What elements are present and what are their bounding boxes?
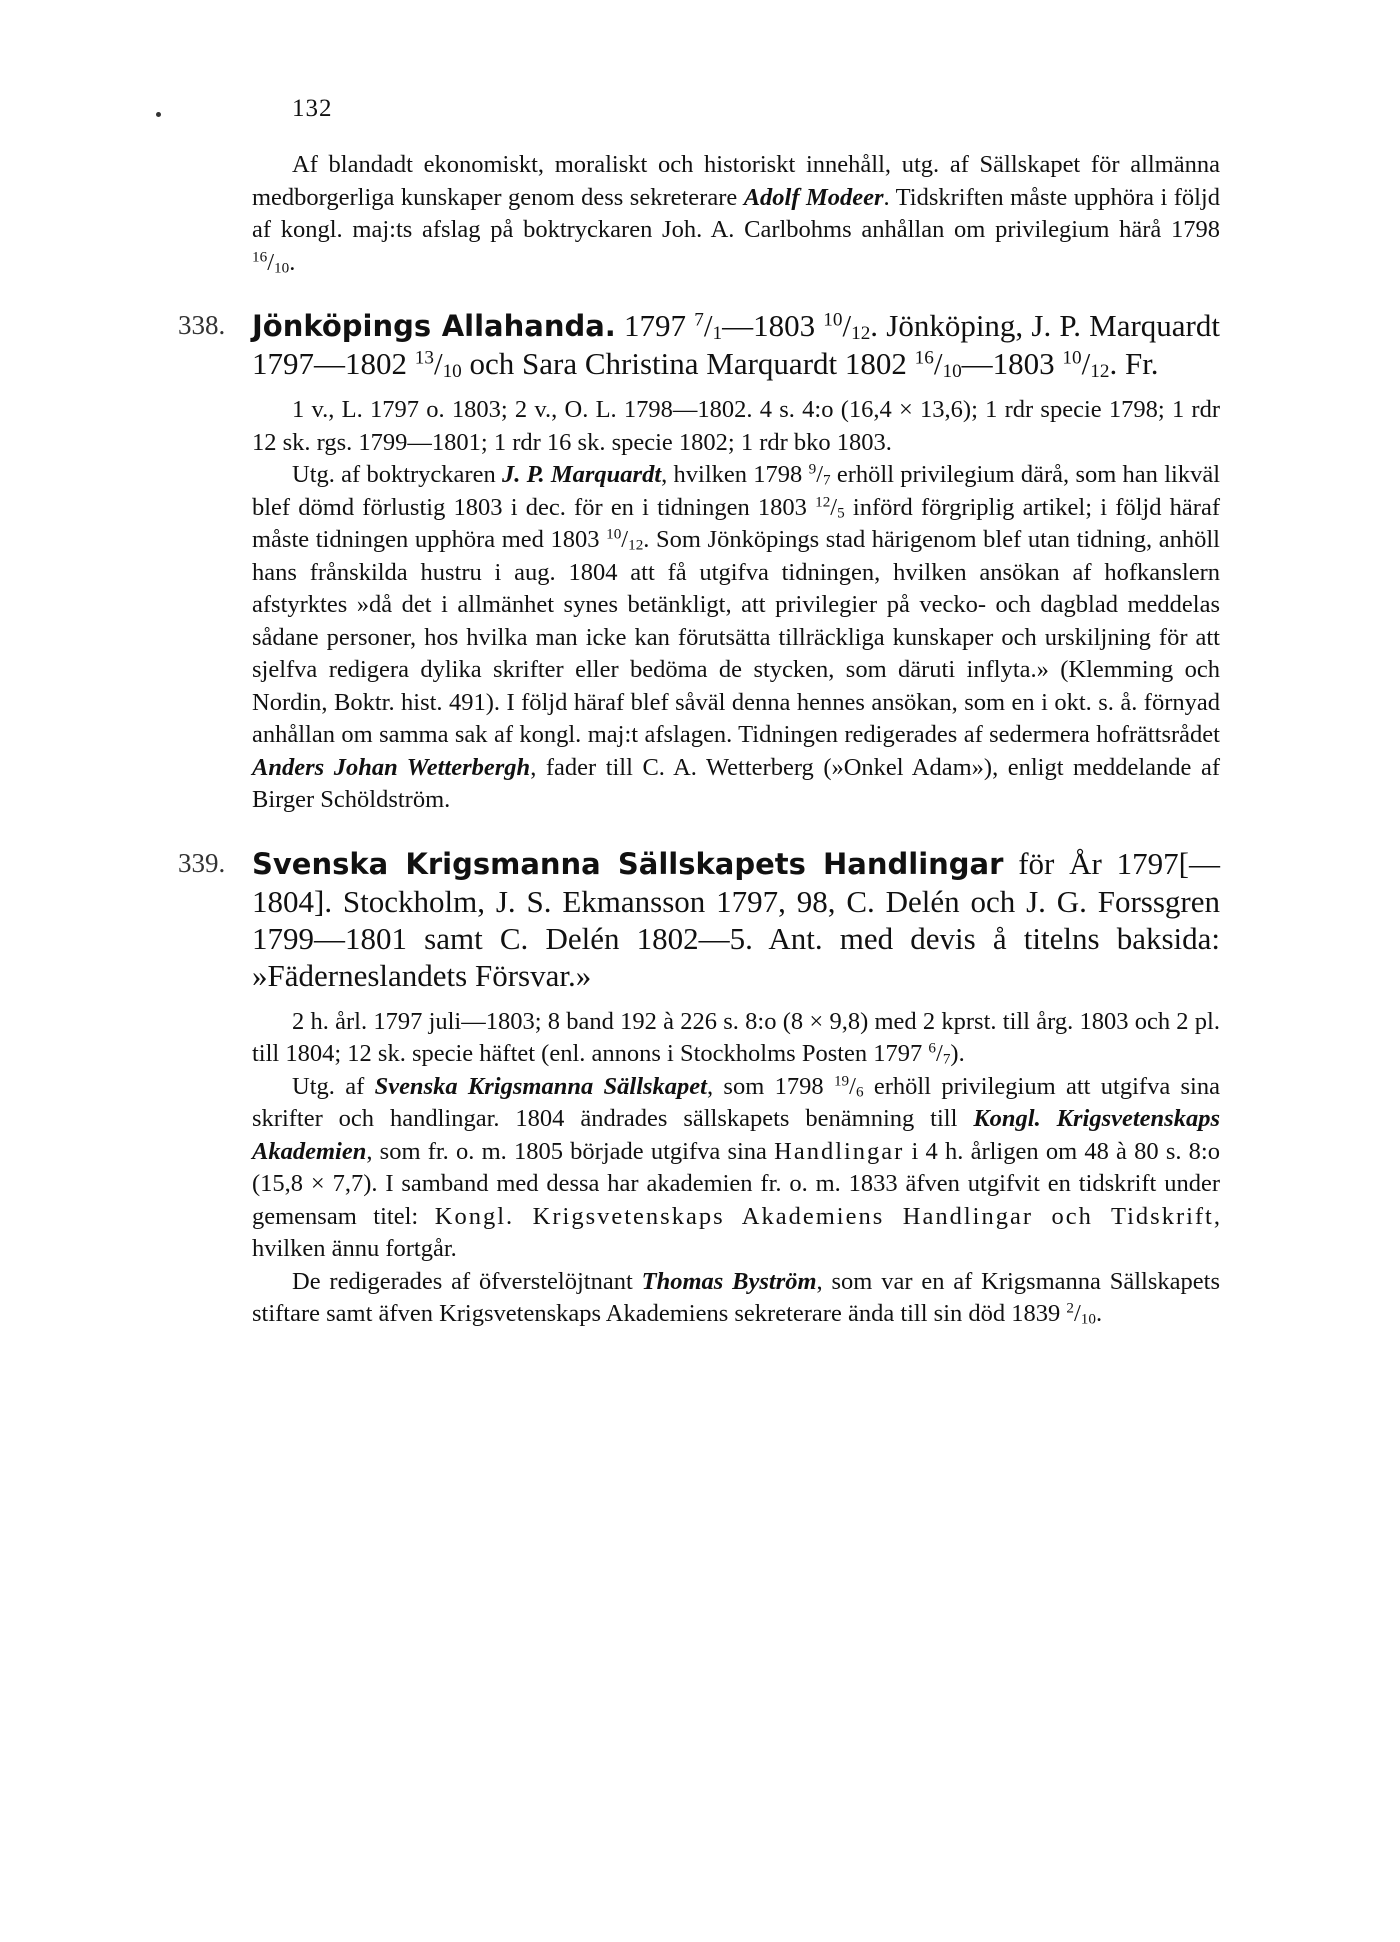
society-name: Svenska Krigsmanna Sällskapet [374, 1072, 707, 1100]
body-text: , som 1798 [706, 1072, 834, 1100]
date-numerator: 16 [914, 347, 934, 369]
entry-title: Svenska Krigsmanna Sällskapets Handlingar [252, 846, 1004, 881]
date-numerator: 19 [833, 1072, 850, 1090]
date-denominator: 10 [1080, 1310, 1096, 1328]
heading-text: . Jönköping, J. P. Marquardt 1797—1802 [252, 308, 1220, 381]
date-numerator: 10 [1062, 347, 1082, 369]
spaced-title: Handlingar [774, 1137, 905, 1165]
heading-text: 1797 [615, 308, 695, 343]
date-denominator: 12 [851, 322, 871, 344]
entry-details: 1 v., L. 1797 o. 1803; 2 v., O. L. 1798—1802. 4 s. 4:o (16,4 × 13,6); 1 rdr specie 1798; 1 rdr 12 sk. rgs. 1799—1801; 1 rdr 16 sk. specie 1802; 1 rdr bko 1803. [252, 396, 1220, 456]
body-text: , hvilken ännu fortgår. [252, 1202, 1220, 1262]
date-numerator: 12 [815, 493, 831, 511]
entry-number: 338. [178, 310, 226, 340]
body-text: , fader till C. A. Wetterberg (»Onkel Adam»), enligt meddelande af Birger Schöldström. [252, 753, 1220, 813]
entry-details: 2 h. årl. 1797 juli—1803; 8 band 192 à 226 s. 8:o (8 × 9,8) med 2 kprst. till årg. 1803 och 2 pl. till 1804; 12 sk. specie häftet (enl. annons i Stockholms Posten 1797 $^6/_7$). [252, 1007, 1220, 1068]
date-numerator: 16 [252, 248, 268, 266]
details-text: ). [950, 1040, 965, 1067]
date-numerator: 13 [414, 347, 434, 369]
date-denominator: 10 [942, 360, 962, 382]
date-numerator: 7 [694, 309, 704, 331]
page [178, 95, 1221, 1331]
date-denominator: 1 [712, 322, 723, 344]
date-numerator: 10 [823, 309, 843, 331]
punctuation: . [289, 248, 296, 276]
date-denominator: 7 [823, 471, 831, 489]
heading-text: och Sara Christina Marquardt 1802 [461, 346, 915, 381]
date-denominator: 10 [274, 258, 290, 276]
entry-body: Utg. af Svenska Krigsmanna Sällskapet, som 1798 $^{19}/_6$ erhöll privilegium att utgifva sina skrifter och handlingar. 1804 ändrades sällskapets benämning till Kongl. Krigsvetenskaps Akademien, som fr. o. m. 1805 började utgifva sina Handlingar i 4 h. årligen om 48 à 80 s. 8:o (15,8 × 7,7). I samband med dessa har akademien fr. o. m. 1833 äfven utgifvit en tidskrift under gemensam titel: Kongl. Krigsvetenskaps Akademiens Handlingar och Tidskrift, hvilken ännu fortgår. [252, 1072, 1220, 1262]
date-denominator: 6 [855, 1082, 864, 1100]
academy-name: Kongl. Krigsvetenskaps Akademien [252, 1105, 1220, 1165]
body-text: erhöll privilegium därå, som han likväl blef dömd förlustig 1803 i dec. för en i tidningen 1803 [252, 461, 1221, 521]
date-denominator: 7 [942, 1050, 951, 1068]
entry-title: Jönköpings Allahanda. [252, 309, 616, 343]
body-text: . Som Jönköpings stad härigenom blef utan tidning, anhöll hans frånskilda hustru i aug. 1804 att få utgifva tidningen, hvilken ansökan af hofkanslern afstyrktes »då det i allmänhet synes betänkligt, att privilegier på vecko- och dagblad meddelas sådane personer, hos hvilka man icke kan förutsätta tillräckliga kunskaper och urskiljning för att sjelfva redigera dylika skrifter eller bedöma de stycken, som däruti inflyta.» (Klemming och Nordin, Boktr. hist. 491). I följd häraf blef såväl denna hennes ansökan, som en i okt. s. å. förnyad anhållan om samma sak af kongl. maj:t afslagen. Tidningen redigerades af sedermera hofrättsrådet [252, 526, 1220, 748]
body-text: erhöll privilegium att utgifva sina skrifter och handlingar. 1804 ändrades sällskapets benämning till [252, 1072, 1220, 1132]
entry-heading: 338. Jönköpings Allahanda. 1797 $^7/_1—1803$ $^{10}/_{12}$. Jönköping, J. P. Marquardt 1797—1802 $^{13}/_{10}$ och Sara Christina Marquardt 1802 $^{16}/_{10}—1803$ $^{10}/_{12}$. Fr. [178, 308, 1220, 382]
heading-text: . Fr. [1109, 346, 1159, 381]
intro-paragraph: Af blandadt ekonomiskt, moraliskt och historiskt innehåll, utg. af Sällskapet för allmänna medborgerliga kunskaper genom dess sekreterare Adolf Modeer. Tidskriften måste upphöra i följd af kongl. maj:ts afslag på boktryckaren Joh. A. Carlbohms anhållan om privilegium härå 1798 $^{16}/_{10}$. [252, 151, 1220, 276]
stray-dot [156, 112, 161, 117]
entry-body: Utg. af boktryckaren J. P. Marquardt, hvilken 1798 $^9/_7$ erhöll privilegium därå, som han likväl blef dömd förlustig 1803 i dec. för en i tidningen 1803 $^{12}/_5$ införd förgriplig artikel; i följd häraf måste tidningen upphöra med 1803 $^{10}/_{12}$. Som Jönköpings stad härigenom blef utan tidning, anhöll hans frånskilda hustru i aug. 1804 att få utgifva tidningen, hvilken ansökan af hofkanslern afstyrktes »då det i allmänhet synes betänkligt, att privilegier på vecko- och dagblad meddelas sådane personer, hos hvilka man icke kan förutsätta tillräckliga kunskaper och urskiljning för att sjelfva redigera dylika skrifter eller bedöma de stycken, som däruti inflyta.» (Klemming och Nordin, Boktr. hist. 491). I följd häraf blef såväl denna hennes ansökan, som en i okt. s. å. förnyad anhållan om samma sak af kongl. maj:t afslagen. Tidningen redigerades af sedermera hofrättsrådet Anders Johan Wetterbergh, fader till C. A. Wetterberg (»Onkel Adam»), enligt meddelande af Birger Schöldström. [252, 460, 1221, 813]
intro-text: Af blandadt ekonomiskt, moraliskt och historiskt innehåll, utg. af Sällskapet för allmänna medborgerliga kunskaper genom dess sekreterare [252, 151, 1220, 211]
page-number: 132 [292, 95, 333, 122]
date-denominator: 12 [628, 536, 644, 554]
person-name: Thomas Byström [641, 1267, 817, 1295]
body-text: . [1095, 1300, 1103, 1327]
entry-heading [178, 845, 1221, 994]
body-text: Utg. af boktryckaren [292, 461, 502, 488]
body-text: införd förgriplig artikel; i följd häraf måste tidningen upphöra med 1803 [252, 493, 1220, 553]
entry-338 [178, 307, 1221, 817]
intro-text: . Tidskriften måste upphöra i följd af kongl. maj:ts afslag på boktryckaren Joh. A. Carlbohms anhållan om privilegium härå 1798 [252, 183, 1220, 243]
date-denominator: 5 [837, 503, 845, 521]
person-name: Anders Johan Wetterbergh [252, 753, 531, 781]
date-numerator: 10 [606, 525, 622, 543]
date-numerator: 9 [808, 460, 817, 478]
body-text: Utg. af [292, 1072, 375, 1100]
date-numerator: 6 [928, 1039, 936, 1057]
heading-text: —1803 [722, 308, 824, 343]
heading-text: —1803 [961, 346, 1063, 381]
date-denominator: 12 [1090, 360, 1110, 382]
details-text: 2 h. årl. 1797 juli—1803; 8 band 192 à 226 s. 8:o (8 × 9,8) med 2 kprst. till årg. 1803 och 2 pl. till 1804; 12 sk. specie häftet (enl. annons i Stockholms Posten 1797 [252, 1007, 1220, 1067]
body-text: , hvilken 1798 [661, 461, 809, 488]
entry-339 [178, 845, 1221, 1331]
entry-body: De redigerades af öfverstelöjtnant Thomas Byström, som var en af Krigsmanna Sällskapets stiftare samt äfven Krigsvetenskaps Akademiens sekreterare ända till sin död 1839 $^2/_{10}$. [252, 1267, 1220, 1328]
body-text: , som var en af Krigsmanna Sällskapets stiftare samt äfven Krigsvetenskaps Akademiens sekreterare ända till sin död 1839 [252, 1267, 1220, 1327]
entry-number: 339. [178, 847, 226, 878]
person-name: J. P. Marquardt [501, 461, 662, 488]
body-text: De redigerades af öfverstelöjtnant [292, 1267, 642, 1295]
body-text: , som fr. o. m. 1805 började utgifva sina [366, 1137, 775, 1165]
date-numerator: 2 [1066, 1299, 1074, 1317]
body-text: i 4 h. årligen om 48 à 80 s. 8:o (15,8 × 7,7). I samband med dessa har akademien fr. o. m. 1833 äfven utgifvit en tidskrift under gemensam titel: [252, 1137, 1220, 1230]
editor-name: Adolf Modeer [743, 183, 884, 211]
date-denominator: 10 [442, 360, 462, 382]
heading-text: för År 1797[—1804]. Stockholm, J. S. Ekmansson 1797, 98, C. Delén och J. G. Forssgren 1799—1801 samt C. Delén 1802—5. Ant. med devis å titelns baksida: »Fäderneslandets Försvar.» [252, 845, 1221, 993]
spaced-title: Kongl. Krigsvetenskaps Akademiens Handlingar och Tidskrift [434, 1202, 1214, 1230]
